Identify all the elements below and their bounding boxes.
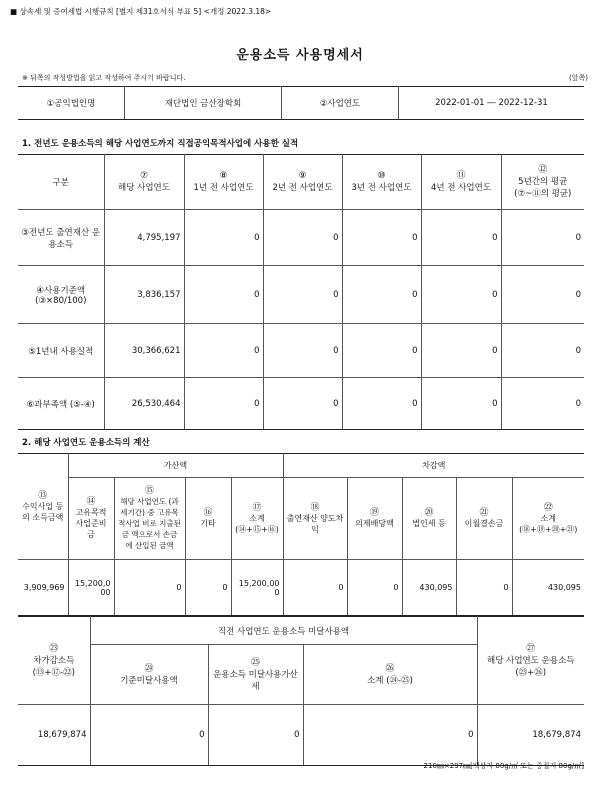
section2-table-b — [18, 616, 584, 766]
header-text: 해당 사업연도 운용소득 (㉓+㉖) — [486, 655, 575, 678]
header-num: ⑱ — [310, 502, 320, 513]
col-tax-header — [402, 478, 456, 560]
header-text: 2년 전 사업연도 — [272, 183, 333, 193]
col-1yr-header — [184, 155, 263, 210]
header-text: 1년 전 사업연도 — [193, 183, 254, 193]
cell-value: 0 — [501, 210, 584, 266]
cell-value: 0 — [114, 560, 185, 616]
header-text: 차가감소득 (⑬+⑰-㉒) — [32, 655, 75, 678]
row-label: ③전년도 출연재산 운용소득 — [18, 210, 104, 266]
col-prev-subtotal-header — [303, 645, 477, 705]
col-4yr-header — [421, 155, 501, 210]
group-add-header: 가산액 — [68, 454, 283, 478]
row-label: ④사용기준액 (③×80/100) — [18, 266, 104, 324]
year-value: 2022-01-01 ― 2022-12-31 — [399, 87, 585, 120]
header-num: ⑳ — [424, 508, 434, 518]
header-text: 소계 (⑭+⑮+⑯) — [235, 513, 279, 534]
header-num: ㉖ — [385, 663, 395, 674]
cell-value: 0 — [421, 324, 501, 378]
header-text: 이월결손금 — [464, 519, 504, 528]
cell-value: 0 — [263, 210, 342, 266]
header-num: ⑦ — [139, 171, 149, 181]
header-text: 구분 — [52, 178, 69, 188]
cell-value: 0 — [208, 705, 303, 766]
header-num: ⑰ — [252, 502, 262, 513]
col-2yr-header — [263, 155, 342, 210]
cell-value: 4,795,197 — [104, 210, 184, 266]
cell-value: 0 — [421, 378, 501, 430]
cell-value: 18,679,874 — [477, 705, 584, 766]
header-text: 수익사업 등의 소득금액 — [22, 501, 64, 522]
cell-value: 0 — [342, 324, 421, 378]
cell-value: 15,200,000 — [231, 560, 283, 616]
year-label: ②사업연도 — [282, 87, 399, 120]
header-text: 해당 사업연도 (과세기간) 중 고유목적사업 비로 지출된 금 액으로서 손금 에 산입된 금액 — [118, 497, 181, 550]
cell-value: 30,366,621 — [104, 324, 184, 378]
col-penalty-header — [208, 645, 303, 705]
cell-value: 3,836,157 — [104, 266, 184, 324]
header-text: 소계 (㉔-㉕) — [367, 675, 413, 686]
header-text: 고유목적 사업준비 금 — [75, 508, 107, 539]
col-gain-header — [283, 478, 347, 560]
table-row — [18, 210, 584, 266]
header-num: ㉒ — [543, 502, 553, 513]
cell-value: 0 — [347, 560, 402, 616]
col-operating-income-header — [477, 617, 584, 705]
cell-value: 0 — [421, 266, 501, 324]
cell-value: 0 — [184, 266, 263, 324]
cell-value: 0 — [501, 266, 584, 324]
row-label: ⑥과부족액 (⑤-④) — [18, 378, 104, 430]
cell-value: 0 — [303, 705, 477, 766]
group-sub-header: 차감액 — [283, 454, 584, 478]
page-title: 운용소득 사용명세서 — [236, 48, 364, 63]
col-add-subtotal-header — [231, 478, 283, 560]
header-num: ⑲ — [369, 508, 379, 518]
cell-value: 0 — [263, 324, 342, 378]
section2-title: 2. 해당 사업연도 운용소득의 계산 — [22, 438, 150, 448]
regulation-header: ■ 상속세 및 증여세법 시행규칙 [별지 제31호서식 부표 5] <개정 2022.3.18> — [10, 7, 272, 16]
instruction-note: ※ 뒤쪽의 작성방법을 읽고 작성하여 주시기 바랍니다. — [22, 74, 186, 82]
header-num: ⑯ — [203, 508, 213, 518]
header-text: 의제배당액 — [355, 519, 394, 528]
header-num: ㉗ — [526, 643, 536, 654]
cell-value: 15,200,000 — [68, 560, 114, 616]
cell-value: 0 — [90, 705, 208, 766]
header-num: ⑬ — [38, 490, 48, 501]
header-text: 기타 — [200, 519, 216, 528]
cell-value: 18,679,874 — [18, 705, 90, 766]
table-row — [18, 266, 584, 324]
col-5yr-avg-header — [501, 155, 584, 210]
cell-value: 0 — [456, 560, 512, 616]
col-income-header — [18, 454, 68, 560]
header-num: ⑨ — [298, 171, 307, 181]
section1-header-row — [18, 155, 584, 210]
header-num: ⑭ — [86, 497, 96, 507]
header-text: 기준미달사용액 — [120, 675, 178, 686]
header-num: ㉔ — [144, 663, 154, 674]
col-current-year-header — [104, 155, 184, 210]
col-expense-header — [114, 478, 185, 560]
col-sub-subtotal-header — [512, 478, 584, 560]
col-3yr-header — [342, 155, 421, 210]
cell-value: 0 — [501, 378, 584, 430]
cell-value: 3,909,969 — [18, 560, 68, 616]
header-text: 법인세 등 — [412, 519, 446, 528]
header-text: 출연재산 양도차익 — [286, 513, 344, 534]
col-shortfall-header — [90, 645, 208, 705]
header-text: 3년 전 사업연도 — [351, 183, 412, 193]
cell-value: 0 — [185, 560, 231, 616]
cell-value: 0 — [263, 378, 342, 430]
header-text: 4년 전 사업연도 — [430, 183, 492, 193]
cell-value: 0 — [263, 266, 342, 324]
col-net-income-header — [18, 617, 90, 705]
section2-group-row — [18, 454, 584, 478]
header-text: 운용소득 미달사용가산세 — [213, 669, 298, 692]
cell-value: 0 — [184, 324, 263, 378]
header-text: 소계 (⑱+⑲+⑳+㉑) — [519, 513, 578, 534]
col-category-header — [18, 155, 104, 210]
cell-value: 0 — [501, 324, 584, 378]
section1-title: 1. 전년도 운용소득의 해당 사업연도까지 직접공익목적사업에 사용한 실적 — [22, 139, 299, 149]
section2-table-a — [18, 453, 584, 616]
header-num: ㉓ — [49, 643, 59, 654]
cell-value: 0 — [421, 210, 501, 266]
corp-label: ①공익법인명 — [18, 87, 125, 120]
page-side-label: (앞쪽) — [569, 74, 588, 82]
table-row — [18, 378, 584, 430]
row-label: ⑤1년내 사용실적 — [18, 324, 104, 378]
cell-value: 0 — [184, 210, 263, 266]
corp-value: 재단법인 금산장학회 — [125, 87, 282, 120]
header-text: 해당 사업연도 — [118, 183, 170, 193]
header-num: ⑫ — [538, 165, 548, 175]
cell-value: 0 — [184, 378, 263, 430]
cell-value: 0 — [342, 266, 421, 324]
header-num: ⑮ — [144, 486, 154, 496]
table-row — [18, 560, 584, 616]
header-num: ㉑ — [479, 508, 489, 518]
section1-table — [18, 154, 584, 430]
section2-header-row — [18, 478, 584, 560]
table-row — [18, 324, 584, 378]
cell-value: 0 — [283, 560, 347, 616]
header-num: ⑪ — [456, 171, 466, 181]
cell-value: 0 — [342, 378, 421, 430]
table-row — [18, 705, 584, 766]
cell-value: 430,095 — [402, 560, 456, 616]
col-other-header — [185, 478, 231, 560]
section2b-group-row — [18, 617, 584, 645]
group-prev-header: 직전 사업연도 운용소득 미달사용액 — [90, 617, 477, 645]
header-text: 5년간의 평균 (⑦~⑪의 평균) — [514, 177, 572, 199]
cell-value: 0 — [342, 210, 421, 266]
header-num: ㉕ — [250, 657, 260, 668]
header-num: ⑩ — [377, 171, 386, 181]
col-loss-header — [456, 478, 512, 560]
header-num: ⑧ — [219, 171, 228, 181]
paper-spec-footer: 210㎜×297㎜[백상지 80g/㎡ 또는 중질지 80g/㎡] — [423, 762, 584, 770]
cell-value: 430,095 — [512, 560, 584, 616]
cell-value: 26,530,464 — [104, 378, 184, 430]
col-reserve-header — [68, 478, 114, 560]
info-table — [18, 86, 584, 120]
col-dividend-header — [347, 478, 402, 560]
